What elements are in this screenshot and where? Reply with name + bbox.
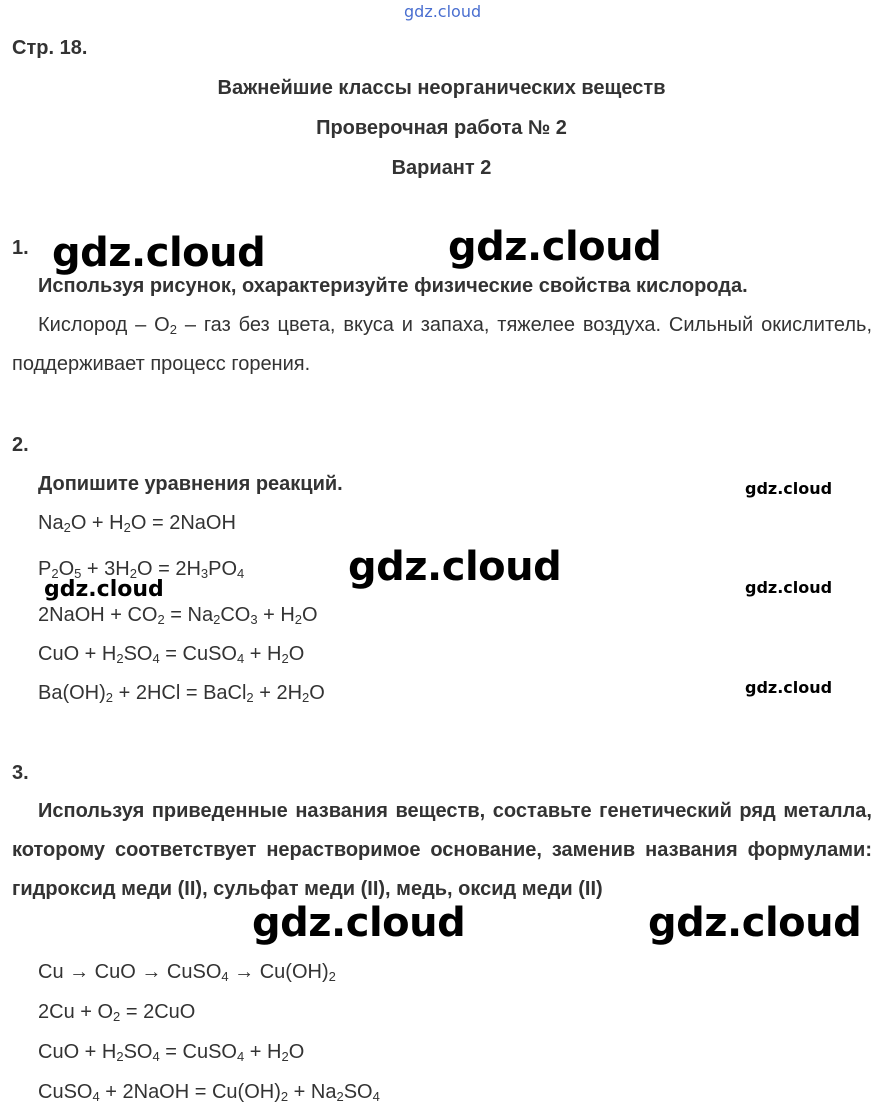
watermark-large-2: gdz.cloud [448, 224, 662, 270]
task-1-answer-part-2: – газ без цвета, вкуса и запаха, тяжелее воздуха. Сильный окислитель, поддерживает процесс горения. [12, 314, 873, 375]
task-1-answer-subscript: 2 [169, 322, 177, 337]
task-1-answer [12, 306, 872, 384]
equation-2-4: CuO + $H_2SO_4$ = CuSO$_4$ + $H_2O$ [38, 643, 305, 666]
equation-2-5: $Ba(OH)_2 + 2HCl$ = BaCl$_2$ + $2H_2O$ [38, 682, 325, 705]
genetic-series: Cu → CuO → CuSO$_4$ → $Cu(OH)_2$ [38, 961, 336, 984]
equation-2-2: $P_2O_5 + 3H_2O = 2H_3PO_4$ [38, 558, 245, 581]
watermark-top: gdz.cloud [404, 2, 482, 21]
document-title: Важнейшие классы неорганических веществ [217, 77, 666, 99]
watermark-large-5: gdz.cloud [648, 900, 862, 946]
task-3-question [12, 792, 872, 909]
watermark-small-1: gdz.cloud [745, 479, 833, 498]
document-subtitle: Проверочная работа № 2 [316, 117, 567, 139]
task-1-answer-part-1: Кислород – O [38, 314, 170, 336]
equation-2-3: 2NaOH + $CO_2 = Na_2CO_3 + H_2O$ [38, 604, 318, 627]
watermark-small-3: gdz.cloud [745, 678, 833, 697]
equation-3-1: $2Cu + O_2 = 2CuO$ [38, 1001, 196, 1024]
watermark-large-4: gdz.cloud [252, 900, 466, 946]
variant-label: Вариант 2 [391, 157, 492, 179]
equation-3-3: CuSO$_4$ + 2NaOH = $Cu(OH)_2 + Na_2SO_4$ [38, 1081, 380, 1104]
equation-2-1: $Na_2O + H_2O$ = 2NaOH [38, 512, 236, 535]
task-1-number: 1. [12, 237, 29, 259]
task-3-question-text: Используя приведенные названия веществ, составьте генетический ряд металла, которому соответствует нерастворимое основание, заменив названия формулами: гидроксид меди (II), сульфат меди (II), медь, оксид меди (II) [12, 800, 872, 900]
task-2-question: Допишите уравнения реакций. [38, 473, 343, 495]
watermark-small-2: gdz.cloud [745, 578, 833, 597]
task-3-number: 3. [12, 762, 29, 784]
task-2-number: 2. [12, 434, 29, 456]
page-reference: Стр. 18. [12, 37, 88, 59]
watermark-medium-1: gdz.cloud [44, 577, 164, 602]
task-1-question: Используя рисунок, охарактеризуйте физические свойства кислорода. [38, 275, 748, 297]
watermark-large-1: gdz.cloud [52, 230, 266, 276]
equation-3-2: CuO + $H_2SO_4$ = CuSO$_4$ + $H_2O$ [38, 1041, 305, 1064]
watermark-large-3: gdz.cloud [348, 544, 562, 590]
